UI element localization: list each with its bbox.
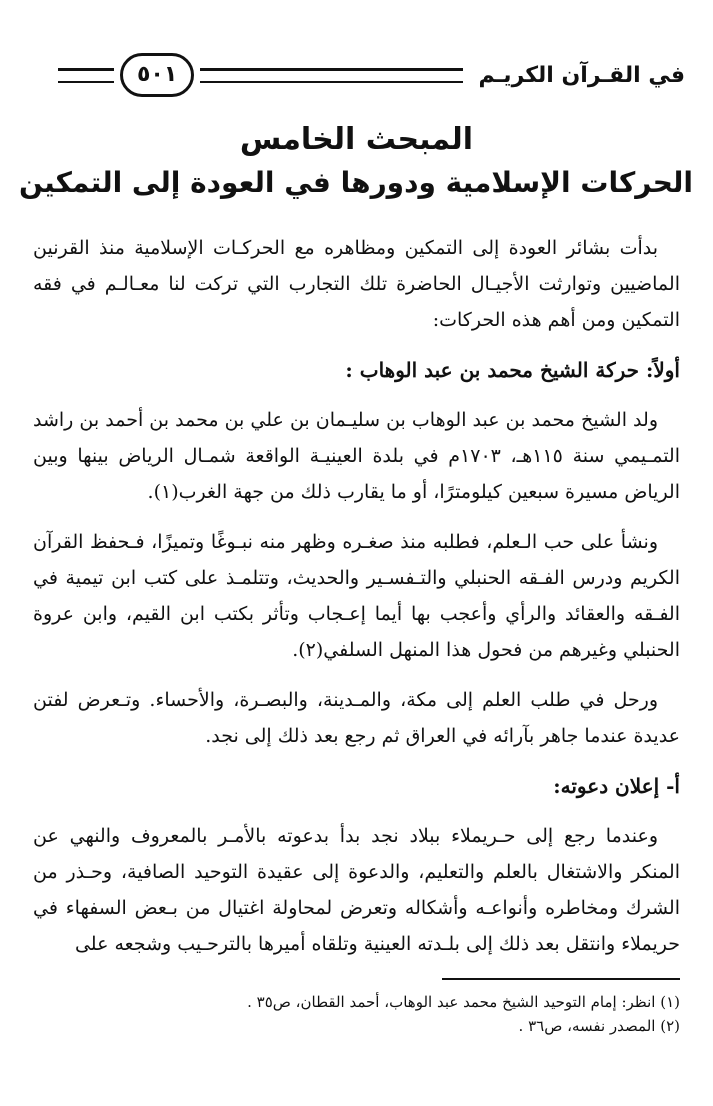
footnote-1: (١) انظر: إمام التوحيد الشيخ محمد عبد الوهاب، أحمد القطان، ص٣٥ . <box>247 993 680 1011</box>
header-rule-left <box>58 68 114 83</box>
footnote-divider <box>442 978 680 980</box>
section-title: المبحث الخامس <box>239 122 474 157</box>
book-title: في القـرآن الكريـم <box>478 62 685 88</box>
heading-announcement: أ- إعلان دعوته: <box>553 774 680 798</box>
paragraph-birth: ولد الشيخ محمد بن عبد الوهاب بن سليـمان بن علي بن محمد بن أحمد بن راشد التمـيمي سنة ١١٥هـ، ١٧٠٣م في بلدة العينيـة الواقعة شمـال الرياض بينها وبين الرياض مسيرة سبعين كيلومترًا، أو ما يقارب ذلك من جهة الغرب(١). <box>33 409 680 503</box>
paragraph-travels: ورحل في طلب العلم إلى مكة، والمـدينة، والبصـرة، والأحساء. وتـعرض لفتن عديدة عندما جاهر بآرائه في العراق ثم رجع بعد ذلك إلى نجد. <box>33 689 680 747</box>
heading-first-movement: أولاً: حركة الشيخ محمد بن عبد الوهاب : <box>345 358 680 382</box>
paragraph-upbringing: ونشأ على حب الـعلم، فطلبه منذ صغـره وظهر منه نبـوغًا وتميزًا، فـحفظ القرآن الكريم ودرس الفـقه الحنبلي والتـفسـير والحديث، وتتلمـذ على كتب ابن تيمية في الفـقه والعقائد والرأي وأعجب بها أيما إعـجاب وتأثر بكتب ابن القيم، وابن عروة الحنبلي وغيرهم من فحول هذا المنهل السلفي(٢). <box>33 531 680 661</box>
body-text <box>33 230 680 976</box>
page-header <box>52 52 685 98</box>
page-number: ٥٠١ <box>120 53 194 97</box>
header-rule-right <box>200 68 462 83</box>
footnote-2: (٢) المصدر نفسه، ص٣٦ . <box>518 1017 680 1035</box>
section-subtitle: الحركات الإسلامية ودورها في العودة إلى التمكين <box>18 166 693 199</box>
footnotes <box>33 990 680 1038</box>
paragraph-announcement: وعندما رجع إلى حـريملاء ببلاد نجد بدأ بدعوته بالأمـر بالمعروف والنهي عن المنكر والاشتغال بالعلم والتعليم، والدعوة إلى عقيدة التوحيد الصافية، وحـذر من الشرك ومخاطره وأنواعـه وأشكاله وتعرض لمحاولة اغتيال من بـعض السفهاء في حريملاء وانتقل بعد ذلك إلى بلـدته العينية وتلقاه أميرها بالترحـيب وشجعه على <box>33 825 680 955</box>
paragraph-intro: بدأت بشائر العودة إلى التمكين ومظاهره مع الحركـات الإسلامية منذ القرنين الماضيين وتوارثت الأجيـال الحاضرة تلك التجارب التي تركت لنا معـالـم في فقه التمكين ومن أهم هذه الحركات: <box>33 237 680 331</box>
